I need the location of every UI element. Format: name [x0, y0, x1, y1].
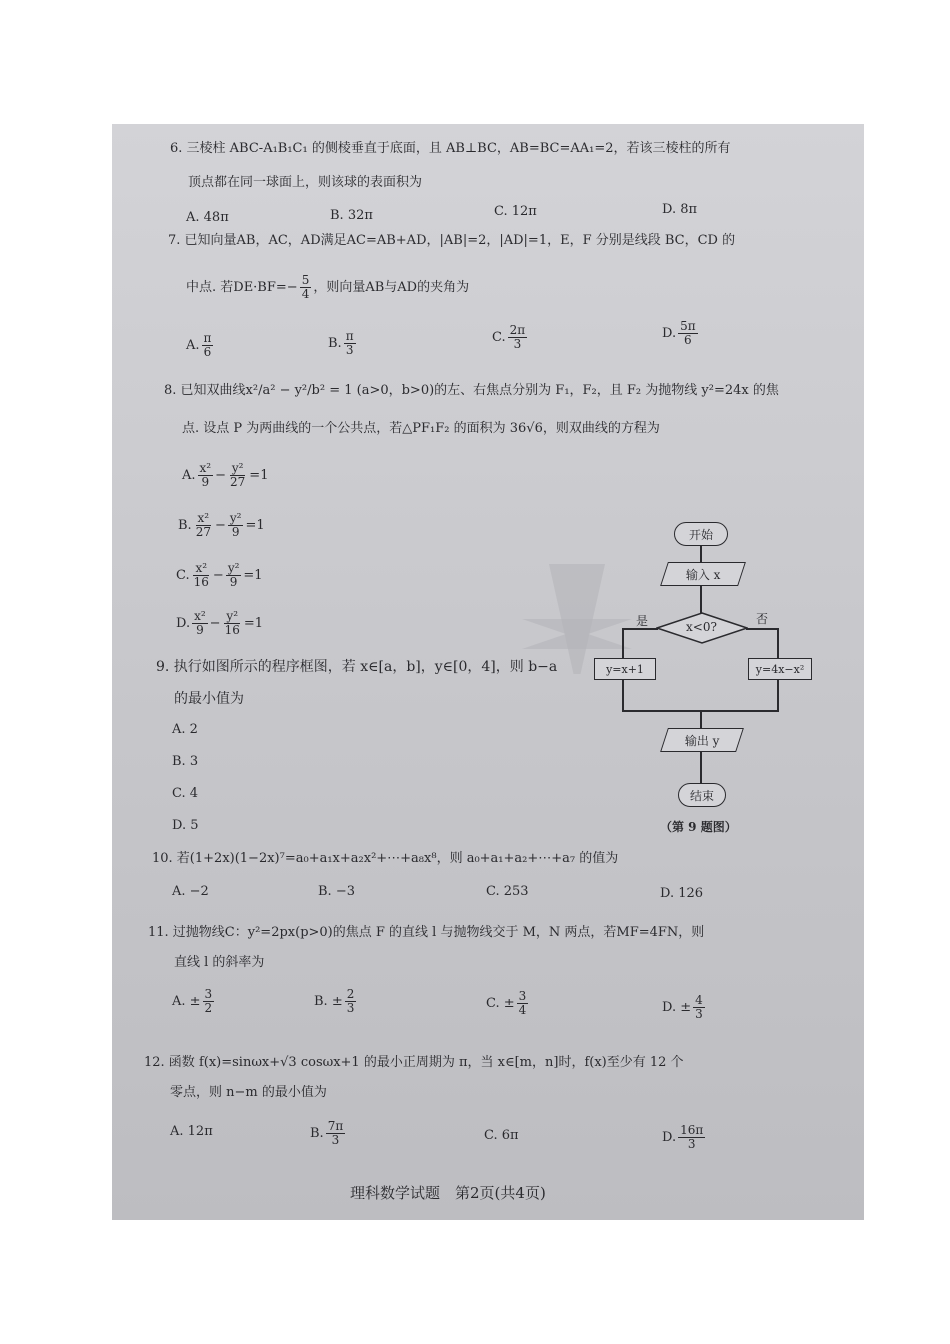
- scanned-page: [112, 124, 864, 1220]
- q8-option-b: B. $\frac{\text{x²}}{27}$ − $\frac{\text{y²}}{9}$ =1: [178, 511, 265, 539]
- q8-x2: x²: [194, 609, 206, 623]
- q11-option-d: [662, 994, 707, 1021]
- q7-option-b: [328, 330, 358, 357]
- q7-option-c-den: 3: [513, 337, 522, 351]
- q11-option-c-label: C. ±: [486, 996, 515, 1011]
- q8-option-a-a: 9: [201, 475, 210, 489]
- q7-line2: [186, 274, 469, 301]
- q8-eq1: =1: [243, 616, 264, 631]
- q7-line1: 7. 已知向量AB，AC，AD满足AC=AB+AD，|AB|=2，|AD|=1，E，F 分别是线段 BC，CD 的: [168, 233, 736, 248]
- q11-option-a-label: A. ±: [172, 994, 201, 1009]
- q8-option-c-b: 9: [229, 575, 238, 589]
- q12-option-c: C. 6π: [484, 1128, 519, 1143]
- q8-option-a-b: 27: [230, 475, 246, 489]
- q6-option-c: C. 12π: [494, 204, 537, 219]
- q11-option-c-num: 3: [518, 989, 527, 1003]
- q8-x2: x²: [197, 511, 210, 525]
- q7-option-d-label: D.: [662, 326, 677, 341]
- q8-option-d: D. $\frac{\text{x²}}{9}$ − $\frac{\text{y²}}{16}$ =1: [176, 609, 264, 637]
- q7-option-d-num: 5π: [680, 319, 696, 333]
- q7-frac-den: 4: [301, 287, 310, 301]
- flowchart-input-label: 输入 x: [685, 567, 721, 582]
- q12-option-d-num: 16π: [680, 1123, 704, 1137]
- q8-option-a: A. $\frac{\text{x²}}{9}$ − $\frac{\text{y²}}{27}$ =1: [182, 461, 269, 489]
- q6-option-b: B. 32π: [330, 208, 373, 223]
- q11-option-a: [172, 988, 216, 1015]
- flowchart-arrow: [700, 545, 702, 562]
- q12-line2: 零点，则 n−m 的最小值为: [170, 1085, 327, 1100]
- q8-option-c-label: C.: [176, 568, 190, 583]
- q8-option-b-a: 27: [195, 525, 211, 539]
- q11-line2: 直线 l 的斜率为: [174, 955, 265, 970]
- q9-line1: 9. 执行如图所示的程序框图，若 x∈[a，b]，y∈[0，4]，则 b−a: [156, 659, 558, 675]
- q8-y2: y²: [229, 511, 242, 525]
- q7-option-a-den: 6: [203, 345, 212, 359]
- q8-line1-b: 的左、右焦点分别为 F₁，F₂，且 F₂ 为抛物线 y²=24x 的焦: [434, 383, 779, 398]
- q8-y2: y²: [226, 609, 239, 623]
- q11-option-b-num: 2: [346, 987, 355, 1001]
- q7-frac-num: 5: [301, 273, 310, 287]
- q8-option-c: C. $\frac{\text{x²}}{16}$ − $\frac{\text{y²}}{9}$ =1: [176, 561, 263, 589]
- q12-option-d: [662, 1124, 707, 1151]
- flowchart-arrow: [622, 628, 624, 658]
- flowchart-decision-label: x<0?: [686, 620, 717, 634]
- q8-x2: x²: [195, 561, 208, 575]
- flowchart-left-box: y=x+1: [594, 658, 656, 680]
- q12-line1: 12. 函数 f(x)=sinωx+√3 cosωx+1 的最小正周期为 π，当 x∈[m，n]时，f(x)至少有 12 个: [144, 1055, 684, 1070]
- q12-option-d-den: 3: [687, 1137, 696, 1151]
- q12-option-b: [310, 1120, 347, 1147]
- q11-option-a-den: 2: [204, 1001, 213, 1015]
- q7-line2-text-a: 中点. 若DE·BF=: [186, 279, 287, 295]
- q11-option-c: [486, 990, 530, 1017]
- q7-option-a: [186, 332, 215, 359]
- flowchart-arrow: [746, 628, 778, 630]
- q6-option-a: A. 48π: [186, 210, 229, 225]
- q11-option-d-den: 3: [695, 1007, 703, 1021]
- q8-eq1: =1: [245, 518, 265, 533]
- flowchart-right-box: y=4x−x²: [748, 658, 812, 680]
- q7-minus: −: [286, 279, 298, 295]
- flowchart-caption: （第 9 题图）: [660, 820, 737, 834]
- q7-option-c: [492, 324, 529, 351]
- q6-line2: 顶点都在同一球面上，则该球的表面积为: [188, 175, 423, 190]
- flowchart-output-label: 输出 y: [684, 733, 720, 748]
- flowchart-arrow: [700, 751, 702, 783]
- q8-y2: y²: [231, 461, 244, 475]
- q7-option-d: [662, 320, 700, 347]
- q8-x2: x²: [199, 461, 212, 475]
- q8-option-a-label: A.: [182, 468, 196, 483]
- q11-option-c-den: 4: [518, 1003, 527, 1017]
- q7-option-c-num: 2π: [509, 323, 526, 337]
- flowchart-arrow: [622, 628, 658, 630]
- q6-option-d: D. 8π: [662, 202, 698, 217]
- q11-option-d-num: 4: [695, 993, 703, 1007]
- page-footer: 理科数学试题 第2页(共4页): [350, 1184, 546, 1202]
- q8-option-c-a: 16: [193, 575, 209, 589]
- q7-option-d-den: 6: [684, 333, 692, 347]
- q8-eq1: =1: [243, 568, 263, 583]
- q11-option-d-label: D. ±: [662, 1000, 692, 1015]
- q11-option-a-num: 3: [204, 987, 213, 1001]
- q8-option-d-b: 16: [224, 623, 240, 637]
- q8-line1-eq: x²/a² − y²/b² = 1 (a>0，b>0): [245, 383, 435, 398]
- q7-option-b-den: 3: [345, 343, 354, 357]
- q10-option-b: B. −3: [318, 884, 355, 899]
- flowchart-arrow: [700, 710, 702, 728]
- q8-option-d-label: D.: [176, 616, 191, 631]
- q7-option-b-label: B.: [328, 336, 342, 351]
- flowchart-arrow: [622, 679, 624, 711]
- q12-option-b-label: B.: [310, 1126, 324, 1141]
- q7-option-a-num: π: [203, 331, 212, 345]
- q11-line1: 11. 过抛物线C：y²=2px(p>0)的焦点 F 的直线 l 与抛物线交于 M，N 两点，若MF=4FN，则: [148, 925, 705, 940]
- flowchart-arrow: [777, 628, 779, 658]
- q9-option-c: C. 4: [172, 786, 199, 801]
- flowchart-arrow: [777, 679, 779, 711]
- q11-option-b: [314, 988, 358, 1015]
- q9-option-d: D. 5: [172, 818, 199, 833]
- q7-line2-text-b: ，则向量AB与AD的夹角为: [313, 279, 470, 295]
- q12-option-b-num: 7π: [327, 1119, 344, 1133]
- q10-line1: 10. 若(1+2x)(1−2x)⁷=a₀+a₁x+a₂x²+⋯+a₈x⁸，则 a₀+a₁+a₂+⋯+a₇ 的值为: [152, 851, 619, 866]
- q12-option-b-den: 3: [331, 1133, 340, 1147]
- flowchart-start: 开始: [674, 522, 728, 546]
- flowchart-arrow: [700, 585, 702, 613]
- q7-option-a-label: A.: [186, 338, 200, 353]
- q12-option-d-label: D.: [662, 1130, 677, 1145]
- photo-shadow: [522, 619, 632, 649]
- q6-line1: 6. 三棱柱 ABC-A₁B₁C₁ 的侧棱垂直于底面，且 AB⊥BC，AB=BC=AA₁=2，若该三棱柱的所有: [170, 141, 731, 156]
- q11-option-b-den: 3: [346, 1001, 355, 1015]
- flowchart-end: 结束: [678, 783, 726, 807]
- q10-option-a: A. −2: [172, 884, 209, 899]
- q8-option-b-label: B.: [178, 518, 192, 533]
- q8-option-b-b: 9: [231, 525, 240, 539]
- q10-option-c: C. 253: [486, 884, 529, 899]
- q7-fraction: [300, 274, 312, 301]
- q11-option-b-label: B. ±: [314, 994, 343, 1009]
- flowchart-output: [660, 728, 744, 752]
- q9-line2: 的最小值为: [174, 691, 244, 707]
- q7-option-b-num: π: [345, 329, 354, 343]
- flowchart-yes-label: 是: [636, 614, 649, 628]
- q9-option-a: A. 2: [172, 722, 198, 737]
- q8-y2: y²: [227, 561, 240, 575]
- q7-option-c-label: C.: [492, 330, 506, 345]
- q8-option-d-a: 9: [196, 623, 204, 637]
- q9-option-b: B. 3: [172, 754, 199, 769]
- flowchart-input: [660, 562, 746, 586]
- q8-eq1: =1: [249, 468, 269, 483]
- q8-line1-a: 8. 已知双曲线: [164, 383, 246, 398]
- q12-option-a: A. 12π: [170, 1124, 213, 1139]
- q8-line1: [164, 382, 779, 400]
- flowchart-no-label: 否: [756, 612, 769, 626]
- q8-line2: 点. 设点 P 为两曲线的一个公共点，若△PF₁F₂ 的面积为 36√6，则双曲线的方程为: [182, 421, 660, 436]
- q10-option-d: D. 126: [660, 886, 704, 901]
